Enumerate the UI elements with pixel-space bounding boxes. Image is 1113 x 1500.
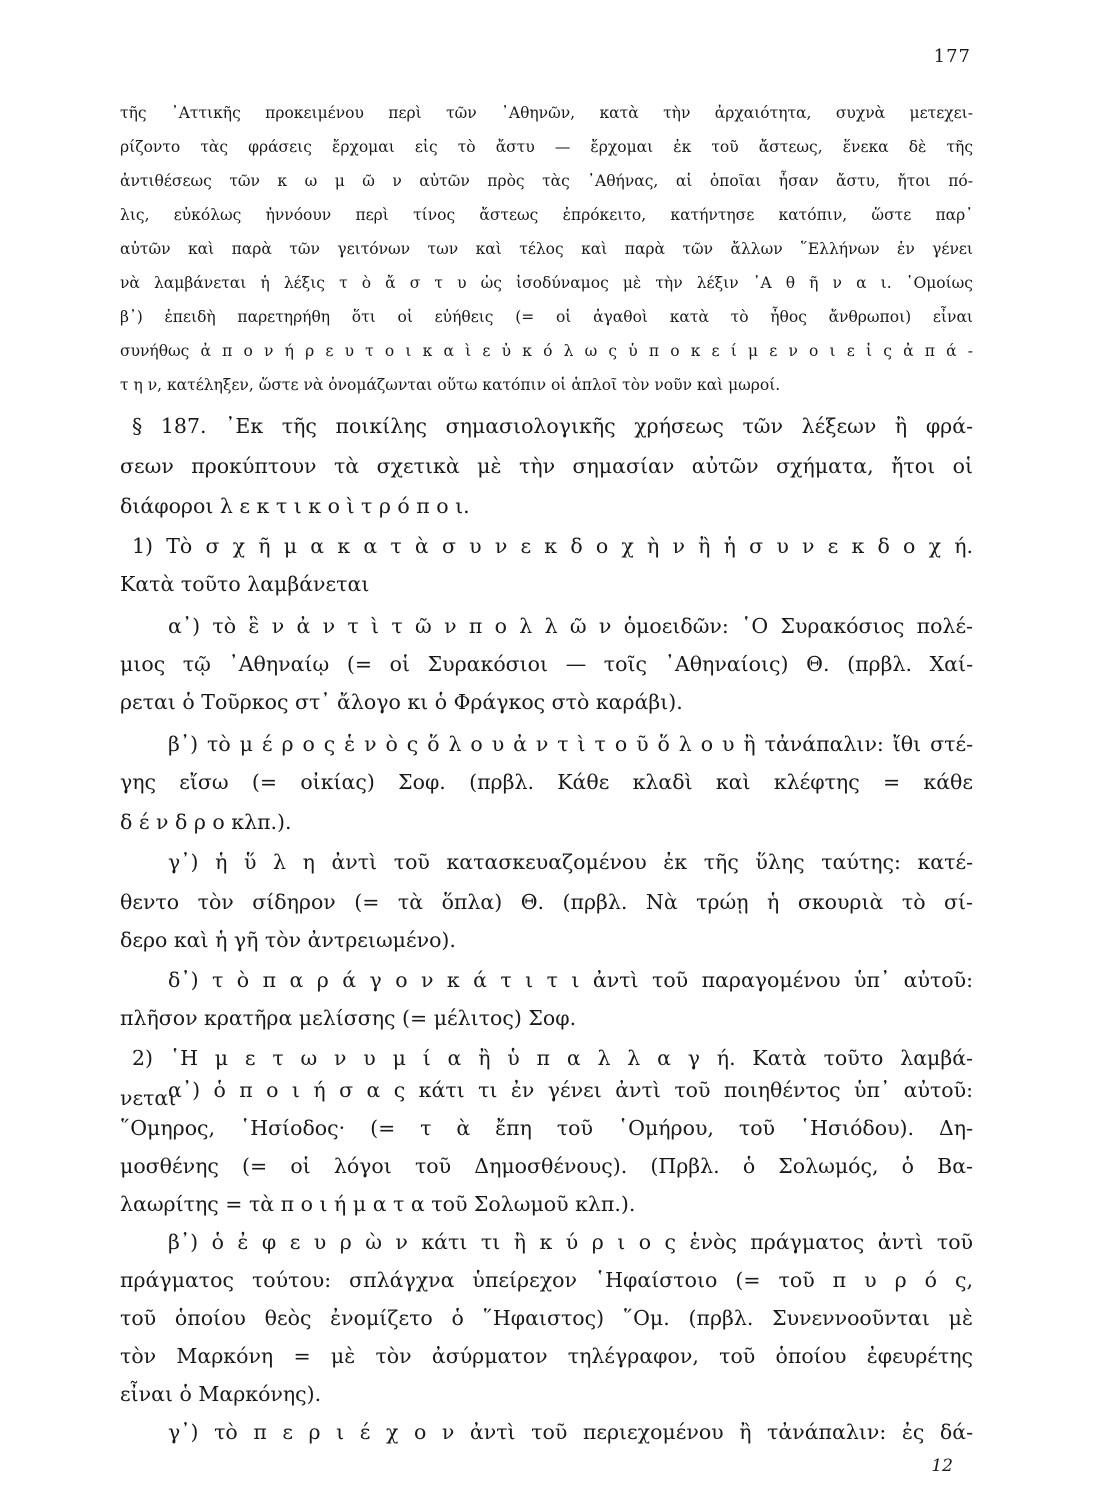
text-line: γης εἴσω (= οἰκίας) Σοφ. (πρβλ. Κάθε κλαδὶ καὶ κλέφτης = κάθε [120,770,973,794]
section-heading-line: § 187. ᾽Εκ τῆς ποικίλης σημασιολογικῆς χρήσεως τῶν λέξεων ἢ φρά- [132,414,973,438]
text-line: λαωρίτης = τὰ π ο ι ή μ α τ α τοῦ Σολωμοῦ κλπ.). [120,1192,636,1216]
text-line: συνήθως ἀ π ο ν ή ρ ε υ τ ο ι κ α ὶ ε ὐ κ ό λ ω ς ὑ π ο κ ε ί μ ε ν ο ι ε ἰ ς ἀ π ά - [120,342,973,360]
text-line: δ᾽) τ ὸ π α ρ ά γ ο ν κ ά τ ι τ ι ἀντὶ τοῦ παραγομένου ὑπ᾽ αὐτοῦ: [168,968,973,992]
text-line: μιος τῷ ᾽Αθηναίῳ (= οἱ Συρακόσιοι — τοῖς ᾽Αθηναίοις) Θ. (πρβλ. Χαί- [120,652,973,676]
text-line: γ᾽) ἡ ὕ λ η ἀντὶ τοῦ κατασκευαζομένου ἐκ τῆς ὕλης ταύτης: κατέ- [168,850,973,874]
text-line: νὰ λαμβάνεται ἡ λέξις τ ὸ ἄ σ τ υ ὡς ἰσοδύναμος μὲ τὴν λέξιν ᾽Α θ ῆ ν α ι. ῾Ομοίως [120,274,973,292]
text-line: δερο καὶ ἡ γῆ τὸν ἀντρειωμένο). [120,928,456,952]
text-line: 1) Τὸ σ χ ῆ μ α κ α τ ὰ σ υ ν ε κ δ ο χ ὴ ν ἢ ἡ σ υ ν ε κ δ ο χ ή. [132,534,973,558]
text-line: α᾽) τὸ ἓ ν ἀ ν τ ὶ τ ῶ ν π ο λ λ ῶ ν ὁμοειδῶν: ῾Ο Συρακόσιος πολέ- [168,614,973,638]
text-line: δ έ ν δ ρ ο κλπ.). [120,810,292,834]
text-line: ῞Ομηρος, ῾Ησίοδος· (= τ ὰ ἔπη τοῦ ῾Ομήρου, τοῦ ῾Ησιόδου). Δη- [120,1116,973,1140]
text-line: πλῆσον κρατῆρα μελίσσης (= μέλιτος) Σοφ. [120,1006,577,1030]
text-line: τοῦ ὁποίου θεὸς ἐνομίζετο ὁ ῞Ηφαιστος) ῞Ομ. (πρβλ. Συνεννοοῦνται μὲ [120,1306,973,1330]
text-line: β᾽) ὁ ἐ φ ε υ ρ ὼ ν κάτι τι ἢ κ ύ ρ ι ο ς ἑνὸς πράγματος ἀντὶ τοῦ [168,1230,973,1254]
text-line: τ η ν, κατέληξεν, ὥστε νὰ ὀνομάζωνται οὕτω κατόπιν οἱ ἁπλοῖ τὸν νοῦν καὶ μωροί. [120,376,781,394]
text-line: τὸν Μαρκόνη = μὲ τὸν ἀσύρματον τηλέγραφον, τοῦ ὁποίου ἐφευρέτης [120,1344,973,1368]
text-line: γ᾽) τὸ π ε ρ ι έ χ ο ν ἀντὶ τοῦ περιεχομένου ἢ τἀνάπαλιν: ἐς δά- [168,1420,973,1444]
text-line: σεων προκύπτουν τὰ σχετικὰ μὲ τὴν σημασίαν αὐτῶν σχήματα, ἤτοι οἱ [120,454,973,478]
text-line: 2) ῾Η μ ε τ ω ν υ μ ί α ἢ ὑ π α λ λ α γ ή. Κατὰ τοῦτο λαμβά- [132,1046,973,1070]
page-number: 177 [933,46,971,67]
text-line: Κατὰ τοῦτο λαμβάνεται [120,572,370,596]
text-line: πράγματος τούτου: σπλάγχνα ὑπείρεχον ῾Ηφαίστοιο (= τοῦ π υ ρ ό ς, [120,1268,973,1292]
text-line: μοσθένης (= οἱ λόγοι τοῦ Δημοσθένους). (Πρβλ. ὁ Σολωμός, ὁ Βα- [120,1154,973,1178]
text-line: λις, εὐκόλως ἠννόουν περὶ τίνος ἄστεως ἐπρόκειτο, κατήντησε κατόπιν, ὥστε παρ᾽ [120,206,973,224]
text-line: α᾽) ὁ π ο ι ή σ α ς κάτι τι ἐν γένει ἀντὶ τοῦ ποιηθέντος ὑπ᾽ αὐτοῦ: [168,1078,973,1102]
text-line: β᾽) ἐπειδὴ παρετηρήθη ὅτι οἱ εὐήθεις (= οἱ ἀγαθοὶ κατὰ τὸ ἦθος ἄνθρωποι) εἶναι [120,308,973,326]
text-line: αὐτῶν καὶ παρὰ τῶν γειτόνων των καὶ τέλος καὶ παρὰ τῶν ἄλλων ῞Ελλήνων ἐν γένει [120,240,973,258]
signature-mark: 12 [931,1456,953,1476]
text-line: ἀντιθέσεως τῶν κ ω μ ῶ ν αὐτῶν πρὸς τὰς ᾽Αθήνας, αἱ ὁποῖαι ἦσαν ἄστυ, ἤτοι πό- [120,172,973,190]
text-line: β᾽) τὸ μ έ ρ ο ς ἑ ν ὸ ς ὅ λ ο υ ἀ ν τ ὶ τ ο ῦ ὅ λ ο υ ἢ τἀνάπαλιν: ἴθι στέ- [168,732,973,756]
text-line: διάφοροι λ ε κ τ ι κ ο ὶ τ ρ ό π ο ι. [120,494,470,518]
text-line: ρίζοντο τὰς φράσεις ἔρχομαι εἰς τὸ ἄστυ — ἔρχομαι ἐκ τοῦ ἄστεως, ἕνεκα δὲ τῆς [120,138,973,156]
text-line: νεται [120,1086,177,1110]
text-line: θεντο τὸν σίδηρον (= τὰ ὅπλα) Θ. (πρβλ. Νὰ τρώῃ ἡ σκουριὰ τὸ σί- [120,890,973,914]
text-line: τῆς ᾽Αττικῆς προκειμένου περὶ τῶν ᾽Αθηνῶν, κατὰ τὴν ἀρχαιότητα, συχνὰ μετεχει- [120,104,973,122]
text-line: ρεται ὁ Τοῦρκος στ᾽ ἄλογο κι ὁ Φράγκος στὸ καράβι). [120,690,683,714]
text-line: εἶναι ὁ Μαρκόνης). [120,1382,322,1406]
